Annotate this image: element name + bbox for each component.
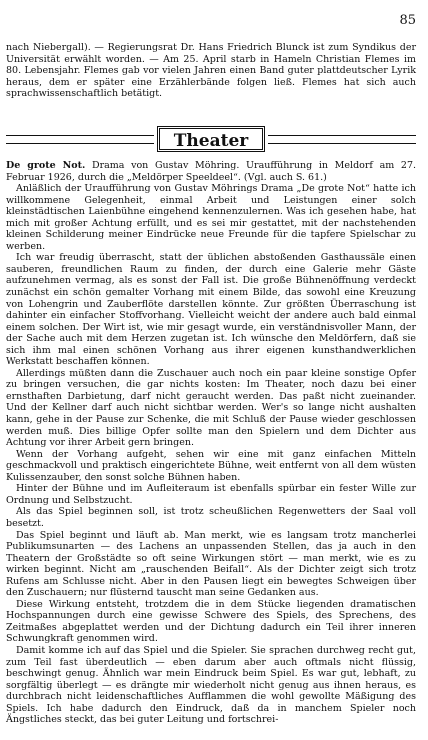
article-paragraph: Allerdings müßten dann die Zuschauer auch noch ein paar kleine sonstige Opfer zu bringen versuchen, die gar nichts kosten: Im Theater, noch dazu bei einer ernsthaften Darbietung, darf nicht geraucht werden. Das paßt nicht zueinander. Und der Kellner darf auch nicht sichtbar werden. Wer's so lange nicht aushalten kann, gehe in der Pause zur Schenke, die mit Schluß der Pause wieder geschlossen werden muß. Dies billige Opfer sollte man den Spielern und dem Dichter aus Achtung vor ihrer Arbeit gern bringen. bbox=[6, 367, 416, 449]
header-rule-left bbox=[6, 135, 154, 144]
article-paragraph: Das Spiel beginnt und läuft ab. Man merkt, wie es langsam trotz mancherlei Publikumsunarten — des Lachens an unpassenden Stellen, das ja auch in den Theatern der Großstädte so oft seine Wirkungen stört — man merkt, wie es zu wirken beginnt. Nicht am „rauschenden Beifall“. Als der Dichter zeigt sich trotz Rufens am Schlusse nicht. Aber in den Pausen liegt ein bewegtes Schweigen über den Zuschauern; nur flüsternd tauscht man seine Gedanken aus. bbox=[6, 529, 416, 599]
article-paragraph: Ich war freudig überrascht, statt der üblichen abstoßenden Gasthaussäle einen sauberen, freundlichen Raum zu finden, der durch eine Galerie mehr Gäste aufzunehmen vermag, als es sonst der Fall ist. Die große Bühnenöffnung verdeckt zunächst ein schön gemalter Vorhang mit einem Bilde, das sowohl eine Kreuzung von Lohengrin und Zauberflöte darstellen könnte. Zur größten Überraschung ist dahinter ein einfacher Stoffvorhang. Vielleicht weicht der andere auch bald einmal einem solchen. Der Wirt ist, wie mir gesagt wurde, ein verständnisvoller Mann, der der Sache auch mit dem Herzen zugetan ist. Ich wünsche den Meldörfern, daß sie sich ihm mal einen schönen Vorhang aus ihrer eigenen kunsthandwerklichen Werkstatt beschaffen können. bbox=[6, 252, 416, 368]
carryover-paragraph bbox=[6, 42, 416, 100]
article-paragraph: Hinter der Bühne und im Aufleiteraum ist ebenfalls spürbar ein fester Wille zur Ordnung und Selbstzucht. bbox=[6, 483, 416, 506]
article-paragraph: Anläßlich der Uraufführung von Gustav Möhrings Drama „De grote Not“ hatte ich willkommene Gelegenheit, einmal Arbeit und Leistungen einer solch kleinstädtischen Laienbühne eingehend kennenzulernen. Was ich gesehen habe, hat mich mit großer Achtung erfüllt, und es sei mir gestattet, mit der nachstehenden kleinen Schilderung meiner Eindrücke neue Freunde für die tapfere Spielschar zu werben. bbox=[6, 183, 416, 252]
article-paragraph: Wenn der Vorhang aufgeht, sehen wir eine mit ganz einfachen Mitteln geschmackvoll und praktisch eingerichtete Bühne, weit entfernt von all dem wüsten Kulissenzauber, den sonst solche Bühnen haben. bbox=[6, 448, 416, 483]
article-heading-paragraph bbox=[6, 160, 416, 183]
article-body bbox=[6, 160, 416, 726]
article-intro: Drama von Gustav Möhring. Uraufführung in Meldorf am 27. Februar 1926, durch die „Meldörper Speeldeel“. (Vgl. auch S. 61.) bbox=[6, 160, 417, 183]
article-title: De grote Not. bbox=[6, 160, 86, 171]
article-paragraph: Diese Wirkung entsteht, trotzdem die in dem Stücke liegenden dramatischen Hochspannungen durch eine gewisse Schwere des Spiels, des Sprechens, des Zeitmaßes abgeplattet werden und der Dichtung dadurch ein Teil ihrer inneren Schwungkraft genommen wird. bbox=[6, 598, 416, 645]
page-number: 85 bbox=[399, 13, 416, 28]
carryover-text: nach Niebergall). — Regierungsrat Dr. Hans Friedrich Blunck ist zum Syndikus der Universität erwählt worden. — Am 25. April starb in Hameln Christian Flemes im 80. Lebensjahr. Flemes gab vor vielen Jahren einen Band guter plattdeutscher Lyrik heraus, dem er später eine Erzählerbände folgen ließ. Flemes hat sich auch sprachwissenschaftlich betätigt. bbox=[6, 42, 416, 100]
section-title: Theater bbox=[157, 126, 265, 152]
section-header bbox=[6, 124, 416, 154]
article-paragraph: Damit komme ich auf das Spiel und die Spieler. Sie sprachen durchweg recht gut, zum Teil fast überdeutlich — eben darum aber auch oftmals nicht flüssig, beschwingt genug. Ähnlich war mein Eindruck beim Spiel. Es war gut, lebhaft, zu sorgfältig überlegt — es drängte mir wiederholt nicht genug aus ihnen heraus, es durchbrach nicht leidenschaftliches Aufflammen die wohl gewollte Mäßigung des Spiels. Ich habe dadurch den Eindruck, daß da in manchem Spieler noch Ängstliches steckt, das bei guter Leitung und fortschrei- bbox=[6, 644, 416, 726]
header-rule-right bbox=[268, 135, 416, 144]
article-paragraph: Als das Spiel beginnen soll, ist trotz scheußlichen Regenwetters der Saal voll besetzt. bbox=[6, 506, 416, 529]
